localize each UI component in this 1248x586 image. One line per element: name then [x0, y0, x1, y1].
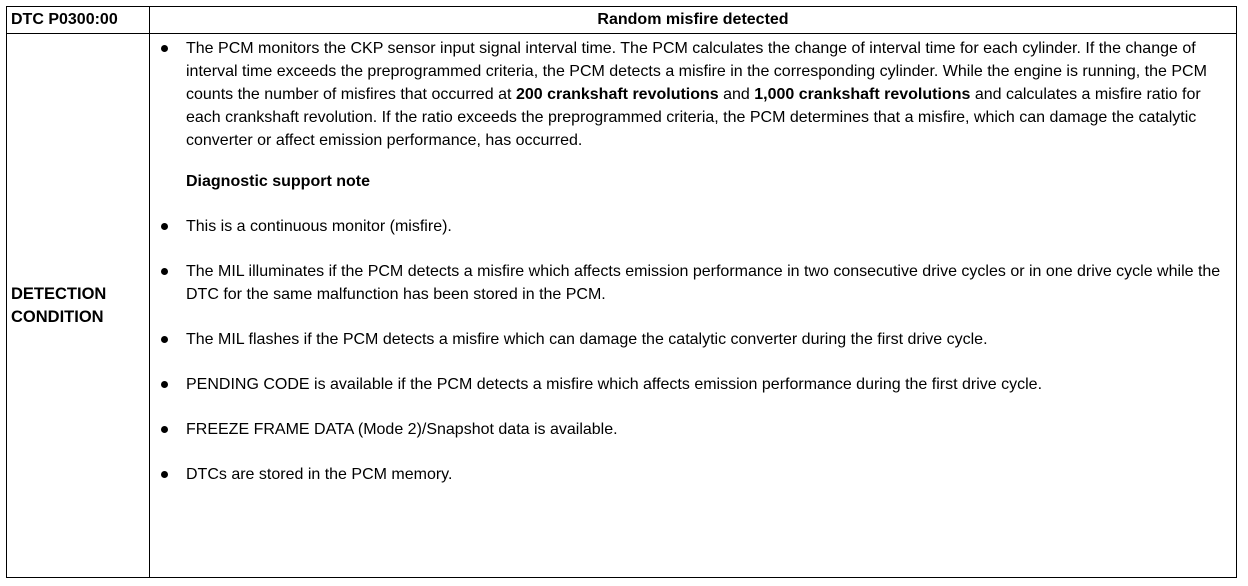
note-item: The MIL flashes if the PCM detects a misfire which can damage the catalytic converter during the first drive cycle.	[186, 328, 1226, 351]
note-item: FREEZE FRAME DATA (Mode 2)/Snapshot data is available.	[186, 418, 1226, 441]
label-line-1: DETECTION	[11, 284, 107, 303]
intro-text-3: and calculates a misfire ratio for each crankshaft revolution. If the ratio exceeds the preprogrammed criteria, the PCM determines that a misfire, which can damage the catalytic converter or affect emission performance, has occurred.	[186, 86, 1201, 149]
note-item: The MIL illuminates if the PCM detects a misfire which affects emission performance in two consecutive drive cycles or in one drive cycle while the DTC for the same malfunction has been stored in the PCM.	[186, 260, 1226, 306]
detection-row	[7, 34, 1237, 578]
intro-bold-2: 1,000 crankshaft revolutions	[754, 86, 971, 103]
intro-paragraph	[186, 37, 1226, 152]
label-line-2: CONDITION	[11, 307, 104, 326]
detection-condition-content	[150, 34, 1237, 578]
note-item: PENDING CODE is available if the PCM detects a misfire which affects emission performance during the first drive cycle.	[186, 373, 1226, 396]
header-row	[7, 7, 1237, 34]
intro-bold-1: 200 crankshaft revolutions	[515, 86, 719, 103]
dtc-table	[6, 6, 1237, 578]
note-item: DTCs are stored in the PCM memory.	[186, 463, 1226, 486]
intro-text-1: The PCM monitors the CKP sensor input signal interval time. The PCM calculates the change of interval time for each cylinder. If the change of interval time exceeds the preprogrammed criteria, the PCM detects a misfire in the corresponding cylinder. While the engine is running, the PCM counts the number of misfires that occurred at	[186, 40, 1207, 103]
detection-condition-label	[7, 34, 150, 578]
intro-text-2: and	[718, 86, 755, 103]
note-item: This is a continuous monitor (misfire).	[186, 215, 1226, 238]
dtc-title: Random misfire detected	[150, 7, 1237, 34]
support-note-heading: Diagnostic support note	[186, 173, 370, 190]
dtc-code: DTC P0300:00	[7, 7, 150, 34]
